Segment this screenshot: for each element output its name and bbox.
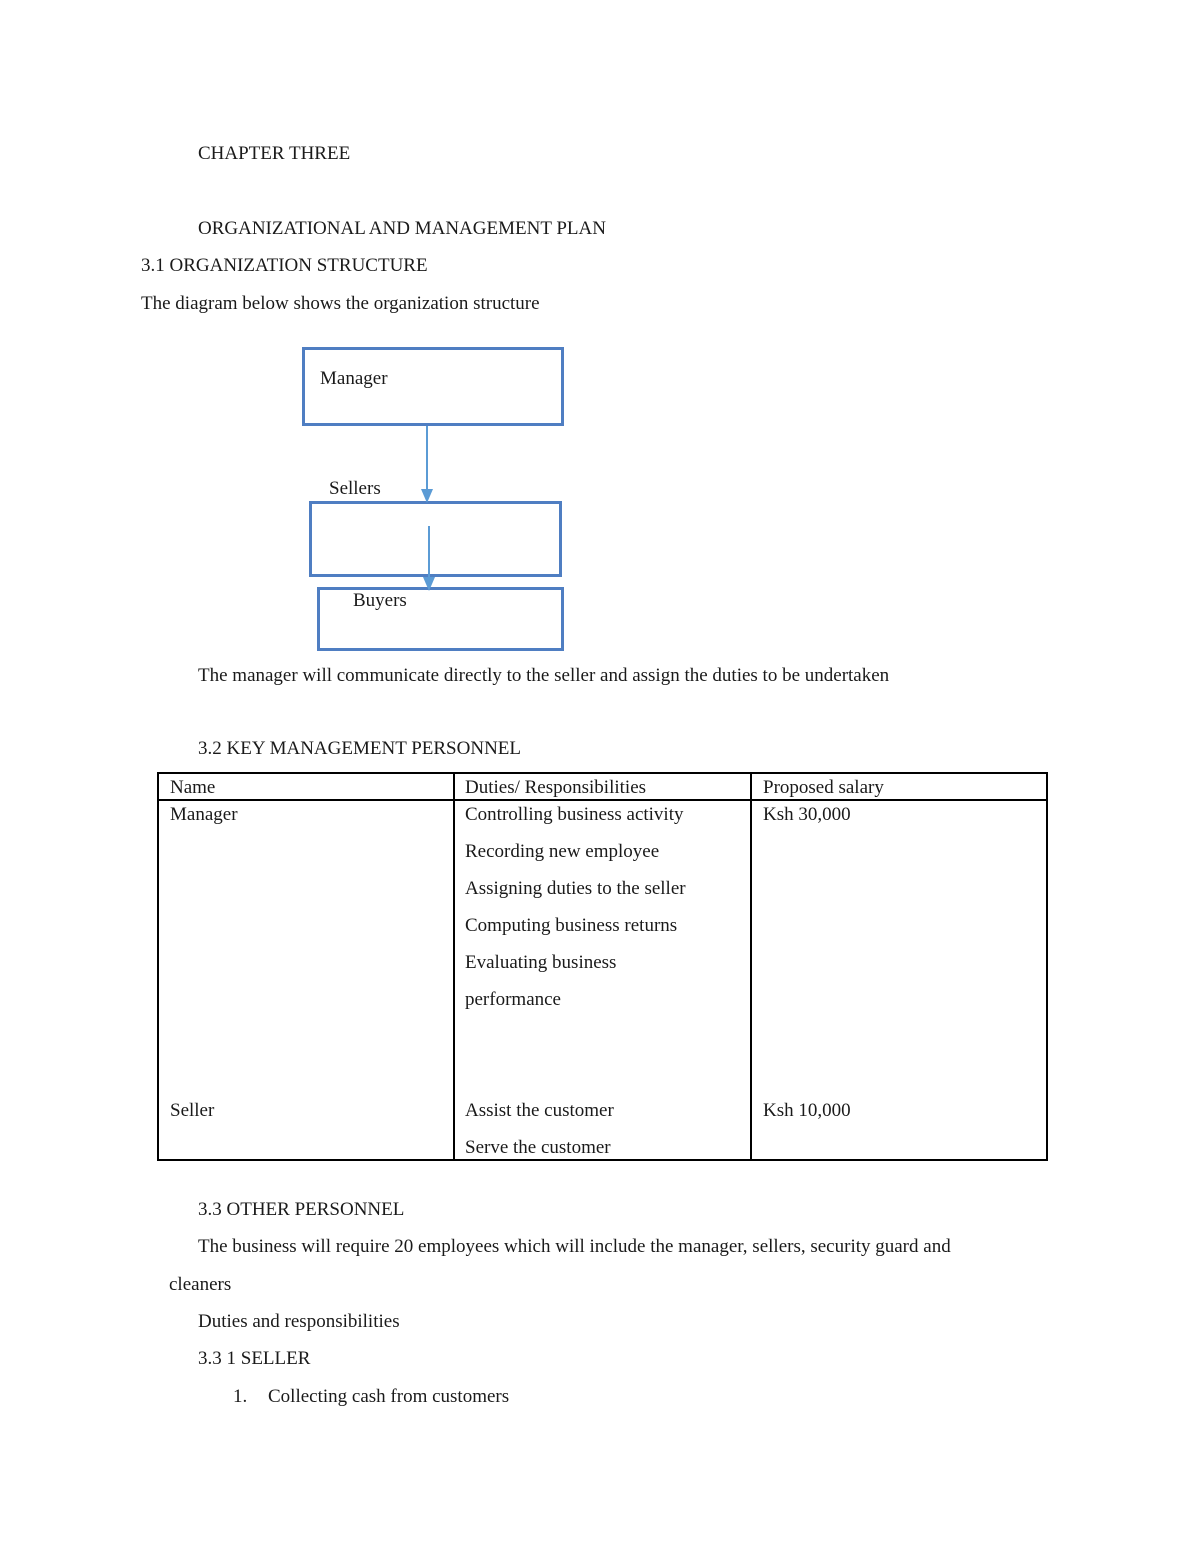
sellers-box bbox=[309, 501, 562, 577]
table-row-manager-duty: Computing business returns bbox=[465, 915, 678, 936]
table-row-seller-duty: Serve the customer bbox=[465, 1137, 611, 1158]
diagram-caption: The manager will communicate directly to the seller and assign the duties to be undertaken bbox=[198, 665, 890, 686]
table-row-manager-salary: Ksh 30,000 bbox=[763, 804, 851, 825]
section-3-3-title: 3.3 OTHER PERSONNEL bbox=[198, 1199, 405, 1220]
table-row-manager-duty: Recording new employee bbox=[465, 841, 660, 862]
table-header-divider bbox=[159, 799, 1046, 801]
buyers-label: Buyers bbox=[353, 590, 407, 611]
plan-title: ORGANIZATIONAL AND MANAGEMENT PLAN bbox=[198, 218, 606, 239]
table-row-manager-name: Manager bbox=[170, 804, 238, 825]
table-header-name: Name bbox=[170, 777, 216, 798]
table-row-manager-duty: Controlling business activity bbox=[465, 804, 684, 825]
table-row-manager-duty: Evaluating business bbox=[465, 952, 617, 973]
duties-label: Duties and responsibilities bbox=[198, 1311, 400, 1332]
section-3-3-paragraph-line1: The business will require 20 employees which will include the manager, sellers, security guard and bbox=[198, 1236, 951, 1257]
table-col-divider-2 bbox=[750, 774, 752, 1159]
chapter-heading: CHAPTER THREE bbox=[198, 143, 351, 164]
table-header-duties: Duties/ Responsibilities bbox=[465, 777, 647, 798]
list-item-text: Collecting cash from customers bbox=[268, 1386, 510, 1407]
table-header-salary: Proposed salary bbox=[763, 777, 884, 798]
section-3-3-paragraph-line2: cleaners bbox=[169, 1274, 232, 1295]
section-3-2-title: 3.2 KEY MANAGEMENT PERSONNEL bbox=[198, 738, 521, 759]
manager-box-label: Manager bbox=[320, 368, 388, 389]
personnel-table bbox=[157, 772, 1048, 1161]
list-item-number: 1. bbox=[233, 1386, 248, 1407]
table-row-manager-duty: Assigning duties to the seller bbox=[465, 878, 686, 899]
table-row-seller-name: Seller bbox=[170, 1100, 215, 1121]
section-3-1-title: 3.1 ORGANIZATION STRUCTURE bbox=[141, 255, 428, 276]
table-row-manager-duty: performance bbox=[465, 989, 561, 1010]
table-row-seller-salary: Ksh 10,000 bbox=[763, 1100, 851, 1121]
manager-box bbox=[302, 347, 564, 426]
table-row-seller-duty: Assist the customer bbox=[465, 1100, 614, 1121]
sellers-label: Sellers bbox=[329, 478, 381, 499]
subsection-seller-title: 3.3 1 SELLER bbox=[198, 1348, 311, 1369]
section-3-1-intro: The diagram below shows the organization structure bbox=[141, 293, 540, 314]
table-col-divider-1 bbox=[453, 774, 455, 1159]
